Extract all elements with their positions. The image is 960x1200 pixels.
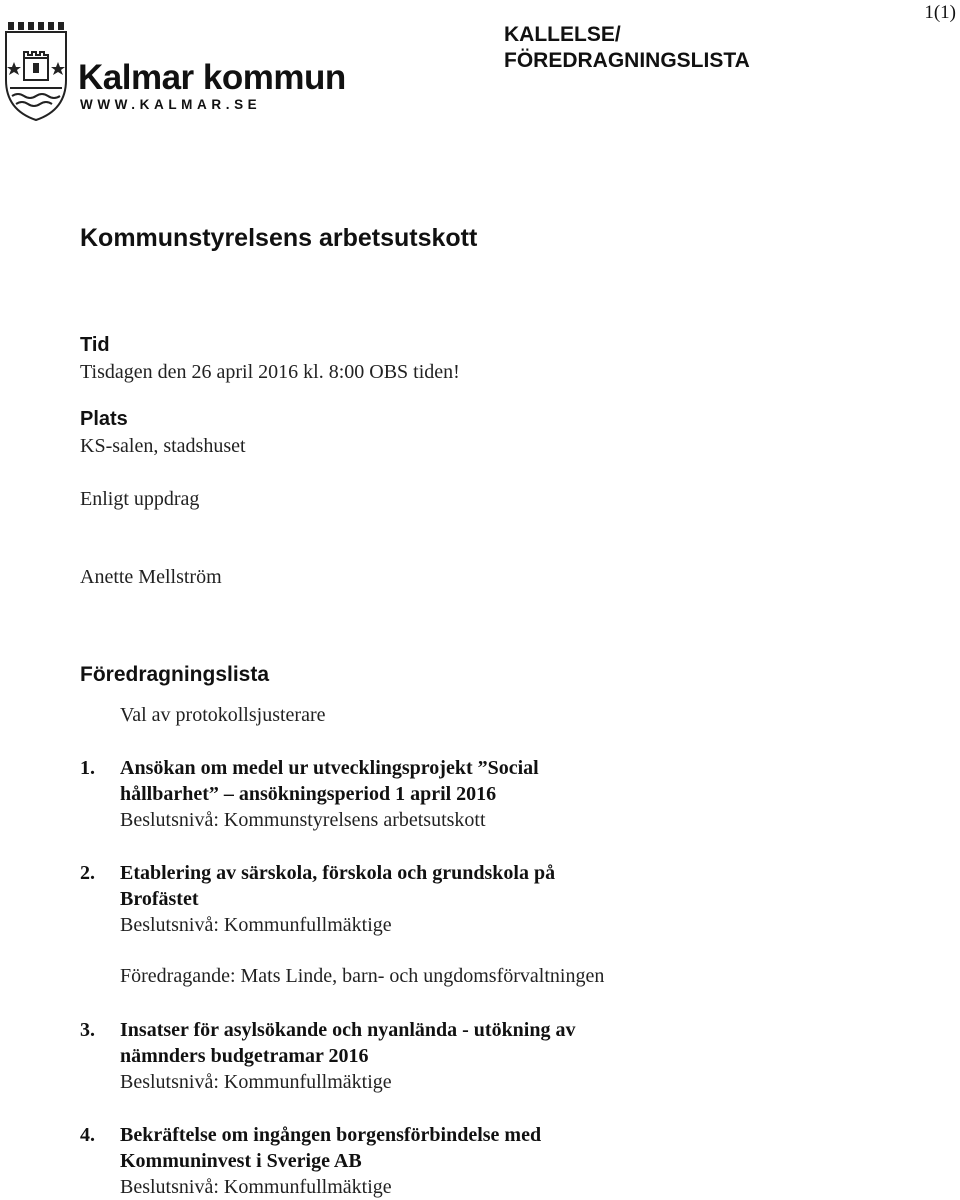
document-type-line1: KALLELSE/ [504, 23, 621, 46]
mandate-text: Enligt uppdrag [80, 488, 200, 510]
agenda-item-decision-level: Beslutsnivå: Kommunfullmäktige [120, 914, 392, 936]
agenda-item [120, 860, 740, 989]
time-value: Tisdagen den 26 april 2016 kl. 8:00 OBS tiden! [80, 361, 460, 383]
agenda-item-decision-level: Beslutsnivå: Kommunfullmäktige [120, 1176, 392, 1198]
place-value: KS-salen, stadshuset [80, 435, 246, 457]
agenda-item-presenter: Föredragande: Mats Linde, barn- och ungdomsförvaltningen [120, 965, 605, 987]
document-type-line2: FÖREDRAGNINGSLISTA [504, 49, 750, 72]
agenda-item-number: 3. [80, 1019, 95, 1041]
agenda-item-title-line2: Brofästet [120, 888, 199, 910]
agenda-item-decision-level: Beslutsnivå: Kommunfullmäktige [120, 1071, 392, 1093]
agenda-item-title-line1: Etablering av särskola, förskola och grundskola på [120, 862, 556, 884]
agenda-item-number: 1. [80, 757, 95, 779]
kalmar-kommun-logo [0, 22, 346, 124]
time-label: Tid [80, 334, 110, 356]
agenda-item-title-line1: Ansökan om medel ur utvecklingsprojekt ”Social [120, 757, 539, 779]
page-number: 1(1) [924, 2, 956, 23]
agenda-item-title-line2: hållbarhet” – ansökningsperiod 1 april 2016 [120, 783, 497, 805]
agenda-item [120, 1122, 740, 1200]
agenda-item-number: 2. [80, 862, 95, 884]
agenda-item-title-line1: Bekräftelse om ingången borgensförbindelse med [120, 1124, 542, 1146]
agenda-heading: Föredragningslista [80, 663, 270, 686]
place-label: Plats [80, 408, 128, 430]
agenda-item-number: 4. [80, 1124, 95, 1146]
signatory-name: Anette Mellström [80, 566, 222, 588]
agenda-item-decision-level: Beslutsnivå: Kommunstyrelsens arbetsutskott [120, 809, 486, 831]
logo-url: WWW.KALMAR.SE [80, 97, 262, 112]
agenda-item [120, 1017, 740, 1095]
agenda-item-title-line2: nämnders budgetramar 2016 [120, 1045, 369, 1067]
coat-of-arms-icon [0, 22, 72, 124]
agenda-intro: Val av protokollsjusterare [120, 704, 326, 726]
agenda-item [120, 755, 740, 833]
page-title: Kommunstyrelsens arbetsutskott [80, 224, 478, 252]
agenda-item-title-line1: Insatser för asylsökande och nyanlända - utökning av [120, 1019, 576, 1041]
document-type [504, 22, 750, 74]
agenda-item-title-line2: Kommuninvest i Sverige AB [120, 1150, 362, 1172]
logo-wordmark: Kalmar kommun [78, 58, 346, 97]
